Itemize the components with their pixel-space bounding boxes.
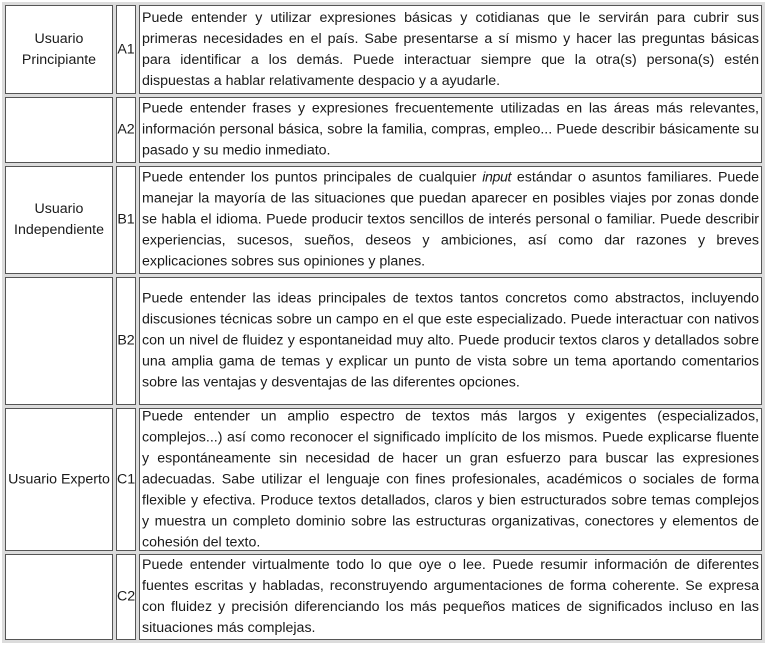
- table-row: [2, 405, 765, 554]
- table-row: [2, 94, 765, 166]
- level-cell: [116, 5, 136, 94]
- level-description: Puede entender las ideas principales de textos tantos concretos como abstractos, incluyendo discusiones técnicas sobre un campo en el que este especializado. Puede interactuar con nativos con un nivel de fluidez y espontaneidad muy alto. Puede producir textos claros y detallados sobre una amplia gama de temas y explicar un punto de vista sobre un tema aportando comentarios sobre las ventajas y desventajas de las diferentes opciones.: [142, 290, 759, 391]
- description-cell: [139, 97, 762, 163]
- level-code: C1: [117, 471, 136, 487]
- group-label: Usuario Experto: [8, 471, 110, 487]
- level-description: Puede entender virtualmente todo lo que oye o lee. Puede resumir información de diferentes fuentes escritas y habladas, reconstruyendo argumentaciones de forma coherente. Se expresa con fluidez y precisión diferenciando los más pequeños matices de significados incluso en las situaciones más complejas.: [142, 557, 759, 636]
- level-cell: [116, 277, 136, 405]
- table-row: [2, 163, 765, 277]
- level-description: Puede entender frases y expresiones frecuentemente utilizadas en las áreas más relevantes, información personal básica, sobre la familia, compras, empleo... Puede describir básicamente su pasado y su medio inmediato.: [142, 100, 759, 159]
- description-cell: [139, 277, 762, 405]
- level-code: B1: [117, 211, 135, 228]
- table-row: [2, 551, 765, 643]
- table-row: [2, 274, 765, 408]
- level-description: Puede entender y utilizar expresiones básicas y cotidianas que le servirán para cubrir sus primeras necesidades en el país. Sabe presentarse a sí mismo y hacer las preguntas básicas para identificar a los demás. Puede interactuar siempre que la otra(s) persona(s) estén dispuestas a hablar relativamente despacio y a ayudarle.: [142, 9, 759, 89]
- group-label: Usuario Principiante: [21, 30, 97, 68]
- level-cell: [116, 408, 136, 551]
- level-code: B2: [117, 332, 135, 349]
- group-cell: [5, 5, 113, 94]
- input-term: input: [482, 169, 512, 186]
- description-cell: [139, 408, 762, 551]
- level-code: C2: [117, 588, 136, 605]
- group-label: Usuario Independiente: [14, 201, 104, 238]
- cefr-levels-table: [2, 2, 765, 643]
- group-cell: [5, 554, 113, 640]
- description-cell: [139, 554, 762, 640]
- level-code: A1: [117, 41, 135, 57]
- level-cell: [116, 166, 136, 274]
- level-code: A2: [117, 121, 135, 138]
- table-row: [2, 2, 765, 97]
- group-cell: [5, 166, 113, 274]
- description-cell: [139, 5, 762, 94]
- group-cell: [5, 97, 113, 163]
- level-description: Puede entender los puntos principales de cualquier input estándar o asuntos familiares. Puede manejar la mayoría de las situaciones que puedan aparecer en posibles viajes por zonas donde se habla el idioma. Puede producir textos sencillos de interés personal o familiar. Puede describir experiencias, sucesos, sueños, deseos y ambiciones, así como dar razones y breves explicaciones sobres sus opiniones y planes.: [142, 169, 759, 270]
- level-description: Puede entender un amplio espectro de textos más largos y exigentes (especializados, complejos...) así como reconocer el significado implícito de los mismos. Puede explicarse fluente y espontáneamente sin necesidad de hacer un gran esfuerzo para buscar las expresiones adecuadas. Sabe utilizar el lenguaje con fines profesionales, académicos o sociales de forma flexible y efectiva. Produce textos detallados, claros y bien estructurados sobre temas complejos y muestra un completo dominio sobre las estructuras organizativas, conectores y elementos de cohesión del texto.: [142, 408, 759, 550]
- level-cell: [116, 554, 136, 640]
- group-cell: [5, 408, 113, 551]
- level-cell: [116, 97, 136, 163]
- group-cell: [5, 277, 113, 405]
- description-cell: [139, 166, 762, 274]
